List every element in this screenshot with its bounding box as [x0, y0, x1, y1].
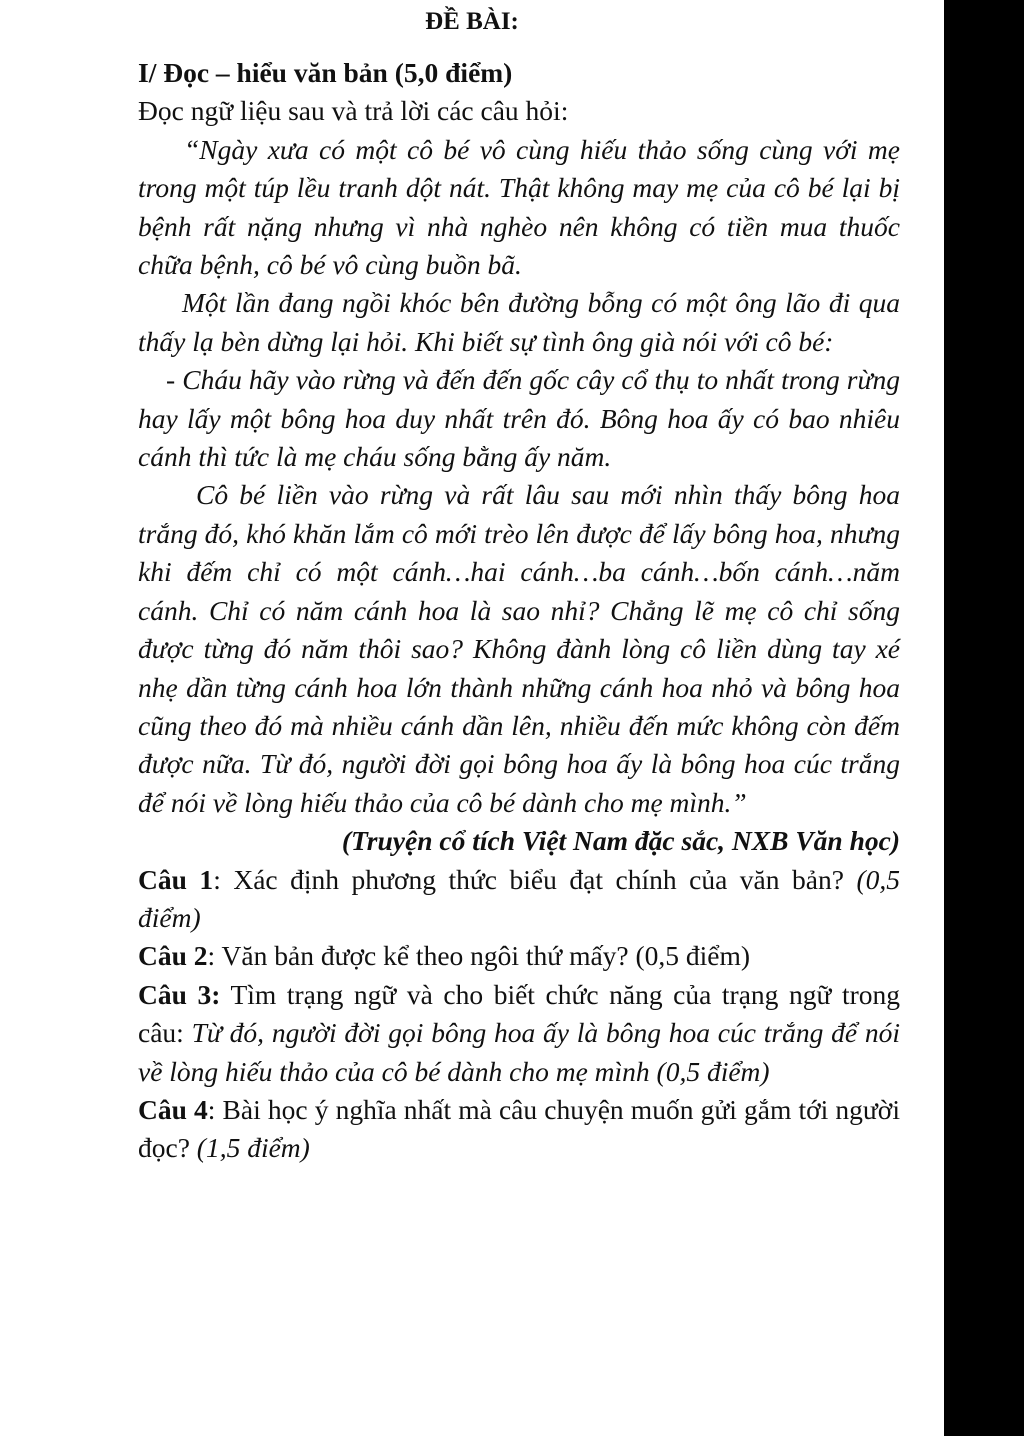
question-1-points: (0,5 điểm)	[138, 863, 901, 933]
question-3	[138, 976, 900, 1091]
question-3-quote: Từ đó, người đời gọi bông hoa ấy là bông hoa cúc trắng để nói về lòng hiếu thảo của cô bé dành cho mẹ mình (0,5 điểm)	[138, 1017, 900, 1087]
section-title: I/ Đọc – hiểu văn bản (5,0 điểm)	[138, 57, 513, 88]
question-2-label: Câu 2	[138, 940, 208, 972]
question-3-text: Tìm trạng ngữ và cho biết chức năng của trạng ngữ trong câu:	[138, 978, 901, 1049]
question-2-text: : Văn bản được kể theo ngôi thứ mấy? (0,5 điểm)	[207, 940, 751, 972]
screen-edge-border	[944, 0, 1024, 1436]
passage-paragraph-3: - Cháu hãy vào rừng và đến đến gốc cây cổ thụ to nhất trong rừng hay lấy một bông hoa duy nhất trên đó. Bông hoa ấy có bao nhiêu cánh thì tức là mẹ cháu sống bằng ấy năm.	[138, 364, 900, 473]
question-3-label: Câu 3:	[138, 978, 221, 1010]
question-1-text: : Xác định phương thức biểu đạt chính của văn bản?	[213, 863, 857, 895]
passage-paragraph-4: Cô bé liền vào rừng và rất lâu sau mới nhìn thấy bông hoa trắng đó, khó khăn lắm cô mới trèo lên được để lấy bông hoa, nhưng khi đếm chỉ có một cánh…hai cánh…ba cánh…bốn cánh…năm cánh. Chỉ có năm cánh hoa là sao nhỉ? Chẳng lẽ mẹ cô chỉ sống được từng đó năm thôi sao? Không đành lòng cô liền dùng tay xé nhẹ dần từng cánh hoa lớn thành những cánh hoa nhỏ và bông hoa cũng theo đó mà nhiều cánh dần lên, nhiều đến mức không còn đếm được nữa. Từ đó, người đời gọi bông hoa ấy là bông hoa cúc trắng để nói về lòng hiếu thảo của cô bé dành cho mẹ mình.”	[138, 479, 900, 818]
source-citation: (Truyện cổ tích Việt Nam đặc sắc, NXB Văn học)	[341, 825, 900, 857]
question-4-points: (1,5 điểm)	[196, 1132, 310, 1164]
question-4-text: : Bài học ý nghĩa nhất mà câu chuyện muốn gửi gắm tới người đọc?	[138, 1093, 900, 1164]
question-4-label: Câu 4	[138, 1093, 208, 1125]
question-2	[138, 937, 900, 975]
passage-paragraph-2: Một lần đang ngồi khóc bên đường bỗng có một ông lão đi qua thấy lạ bèn dừng lại hỏi. Khi biết sự tình ông già nói với cô bé:	[138, 287, 900, 357]
page-title: ĐỀ BÀI:	[425, 8, 519, 35]
passage-paragraph-1: “Ngày xưa có một cô bé vô cùng hiếu thảo sống cùng với mẹ trong một túp lều tranh dột nát. Thật không may mẹ của cô bé lại bị bệnh rất nặng nhưng vì nhà nghèo nên không có tiền mua thuốc chữa bệnh, cô bé vô cùng buồn bã.	[138, 133, 900, 281]
question-1	[138, 861, 900, 938]
question-1-label: Câu 1	[138, 863, 214, 895]
instruction-text: Đọc ngữ liệu sau và trả lời các câu hỏi:	[138, 95, 569, 127]
document-body	[138, 54, 900, 1168]
question-4	[138, 1091, 900, 1168]
